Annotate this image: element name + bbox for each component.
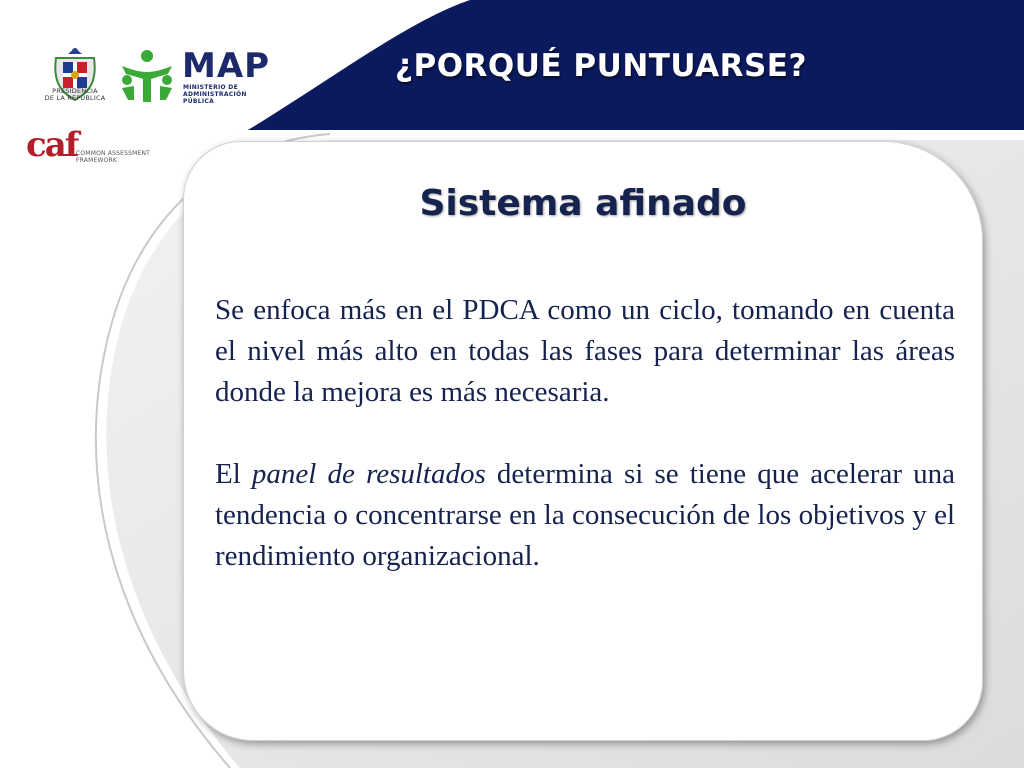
map-subtitle: [183, 84, 247, 105]
map-sub-line1: MINISTERIO DE: [183, 84, 238, 91]
paragraph-2-end: determina si se tiene que acelerar una tendencia o concentrarse en la consecución de los objetivos y el rendimiento organizacional.: [215, 458, 955, 572]
header-title: ¿PORQUÉ PUNTUARSE?: [395, 48, 807, 84]
caf-logo: caf: [26, 125, 78, 165]
caf-sub-line1: COMMON ASSESSMENT: [76, 150, 151, 157]
map-people-icon: [118, 46, 176, 104]
presidencia-caption: [40, 88, 110, 102]
caf-sub-line2: FRAMEWORK: [76, 157, 118, 164]
paragraph-2-italic: panel de resultados: [251, 458, 486, 490]
paragraph-1: Se enfoca más en el PDCA como un ciclo, tomando en cuenta el nivel más alto en todas las fases para determinar las áreas donde la mejora es más necesaria.: [215, 294, 955, 408]
paragraph-2-start: El: [215, 458, 252, 490]
caf-subtitle: [76, 150, 150, 164]
presidencia-line2: DE LA REPÚBLICA: [44, 94, 106, 102]
map-sub-line2: ADMINISTRACIÓN: [183, 91, 247, 98]
map-wordmark: MAP: [182, 46, 271, 86]
card-title: Sistema afinado: [419, 183, 747, 224]
paragraph-2: [215, 454, 955, 577]
map-sub-line3: PÚBLICA: [183, 98, 215, 105]
presidencia-line1: PRESIDENCIA: [52, 87, 98, 95]
card-body: [215, 290, 955, 618]
